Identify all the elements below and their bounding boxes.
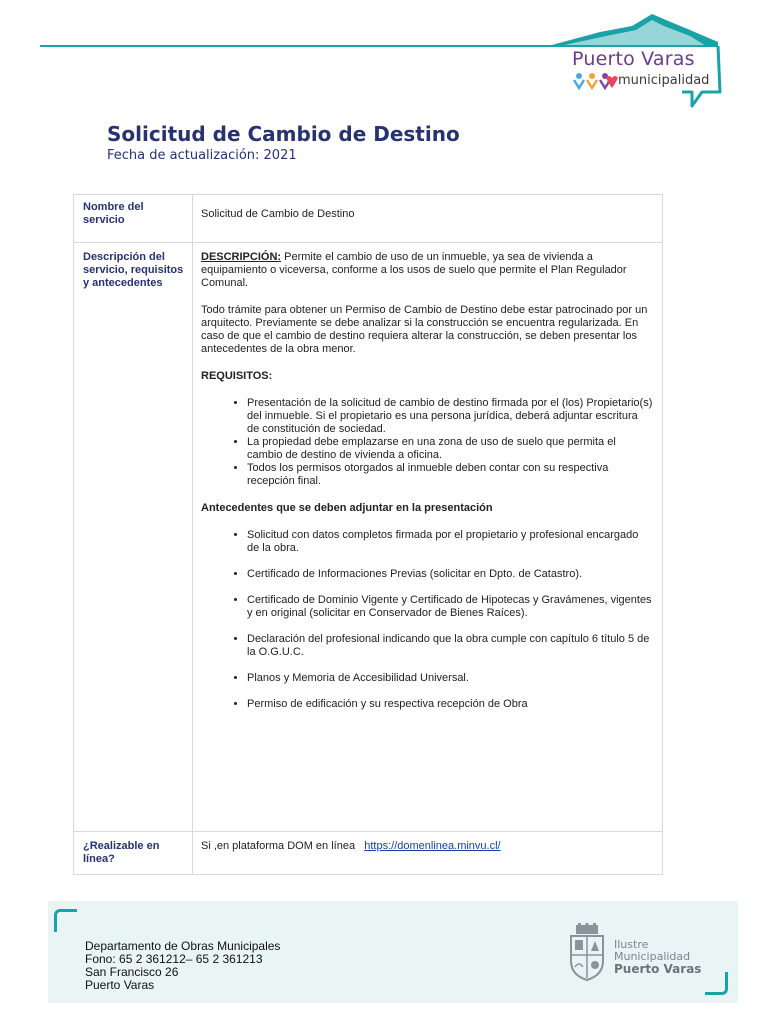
municipality-line: Municipalidad (614, 950, 691, 963)
requirements-list (201, 397, 653, 488)
footer-street: San Francisco 26 (85, 965, 179, 979)
dom-online-link[interactable]: https://domenlinea.minvu.cl/ (364, 840, 501, 852)
brand-name: Puerto Varas (572, 48, 695, 70)
brand-logo (572, 48, 710, 88)
service-name-value: Solicitud de Cambio de Destino (193, 195, 663, 243)
update-date: Fecha de actualización: 2021 (107, 148, 297, 163)
description-label: Descripción del servicio, requisitos y antecedentes (74, 243, 193, 832)
list-item: • Planos y Memoria de Accesibilidad Universal. (247, 672, 653, 685)
list-item: • Todos los permisos otorgados al inmueble deben contar con su respectiva recepción final. (247, 462, 653, 488)
attachments-list (201, 529, 653, 711)
municipality-line: Puerto Varas (614, 962, 702, 976)
description-text: Permite el cambio de uso de un inmueble, ya sea de vivienda a equipamiento o viceversa, conforme a los usos de suelo que permite el Plan Regulador Comunal. (201, 251, 627, 289)
description-heading: DESCRIPCIÓN: (201, 251, 282, 263)
description-paragraph-2: Todo trámite para obtener un Permiso de Cambio de Destino debe estar patrocinado por un arquitecto. Previamente se debe analizar si la construcción se encuentra regularizada. En caso de que el cambio de destino requiera alterar la construcción, se deben presentar los antecedentes de la obra menor. (201, 304, 648, 355)
corner-bracket-icon (705, 972, 728, 995)
brand-subtitle: municipalidad (618, 73, 710, 88)
corner-bracket-icon (54, 909, 77, 932)
description-paragraph (201, 251, 653, 290)
list-item: • Declaración del profesional indicando que la obra cumple con capítulo 6 título 5 de la O.G.U.C. (247, 633, 653, 659)
municipality-label (614, 939, 701, 975)
footer-department: Departamento de Obras Municipales (85, 939, 281, 953)
list-item: • Certificado de Dominio Vigente y Certificado de Hipotecas y Gravámenes, vigentes y en original (solicitar en Conservador de Bienes Raíces). (247, 594, 653, 620)
municipality-line: Ilustre (614, 938, 649, 951)
page-footer (48, 901, 738, 1003)
list-item: • Certificado de Informaciones Previas (solicitar en Dpto. de Catastro). (247, 568, 653, 581)
description-cell (193, 243, 663, 832)
list-item: • Solicitud con datos completos firmada por el propietario y profesional encargado de la obra. (247, 529, 653, 555)
service-name-label: Nombre del servicio (74, 195, 193, 243)
table-row (74, 195, 663, 243)
online-cell (193, 832, 663, 875)
footer-city: Puerto Varas (85, 978, 155, 992)
online-label: ¿Realizable en línea? (74, 832, 193, 875)
service-info-table (73, 194, 663, 875)
footer-address (85, 940, 280, 992)
footer-phone: Fono: 65 2 361212– 65 2 361213 (85, 952, 263, 966)
table-row (74, 243, 663, 832)
page-title: Solicitud de Cambio de Destino (107, 122, 460, 146)
attachments-heading: Antecedentes que se deben adjuntar en la presentación (201, 502, 493, 514)
municipal-crest-icon (568, 923, 606, 981)
table-row (74, 832, 663, 875)
list-item: • Permiso de edificación y su respectiva recepción de Obra (247, 698, 653, 711)
list-item: • La propiedad debe emplazarse en una zona de uso de suelo que permita el cambio de destino de vivienda a oficina. (247, 436, 653, 462)
online-value: Si ,en plataforma DOM en línea (201, 840, 356, 852)
list-item: • Presentación de la solicitud de cambio de destino firmada por el (los) Propietario(s) del inmueble. Si el propietario es una persona jurídica, deberá adjuntar escritura de constitución de sociedad. (247, 397, 653, 436)
requirements-heading: REQUISITOS: (201, 370, 273, 382)
people-icon (572, 72, 620, 90)
